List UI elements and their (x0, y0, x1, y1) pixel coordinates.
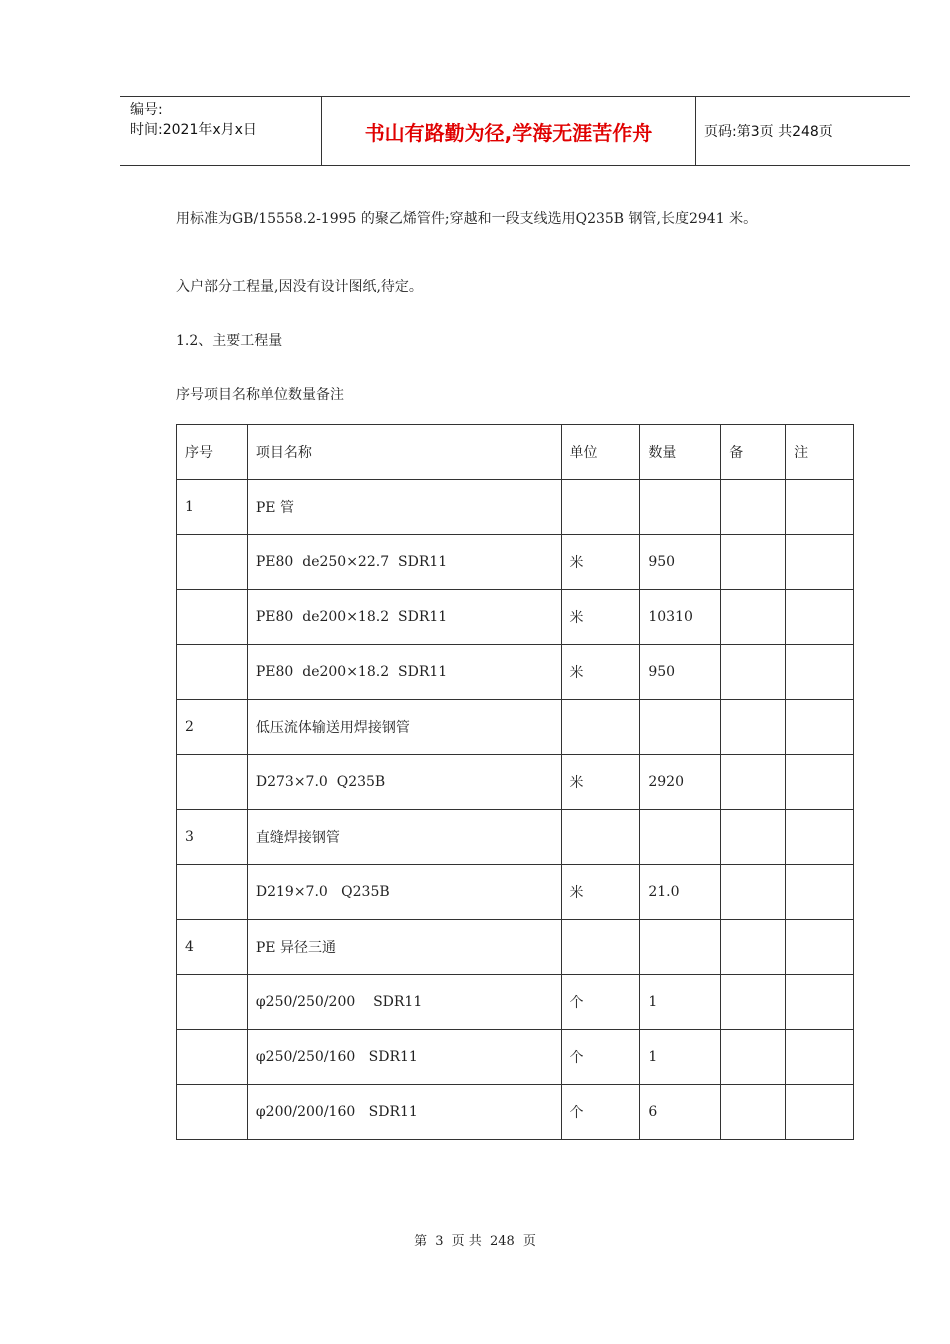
table-cell (177, 1085, 248, 1140)
table-cell: 21.0 (640, 865, 721, 920)
table-cell (561, 810, 640, 865)
table-cell (721, 480, 786, 535)
table-cell: 10310 (640, 590, 721, 645)
table-cell: 个 (561, 1085, 640, 1140)
table-cell: φ250/250/200 SDR11 (247, 975, 561, 1030)
table-cell (177, 975, 248, 1030)
footer-suffix: 页 (522, 1234, 536, 1249)
doc-time-label: 时间:2021年x月x日 (130, 122, 257, 138)
table-cell: 3 (177, 810, 248, 865)
table-cell (561, 700, 640, 755)
page-header (120, 96, 910, 166)
table-cell (177, 645, 248, 700)
table-cell: PE 异径三通 (247, 920, 561, 975)
table-cell: D219×7.0 Q235B (247, 865, 561, 920)
table-cell (721, 1085, 786, 1140)
table-cell (721, 535, 786, 590)
table-cell (721, 975, 786, 1030)
table-cell: φ200/200/160 SDR11 (247, 1085, 561, 1140)
table-cell (561, 920, 640, 975)
table-row (177, 1085, 854, 1140)
section-title: 1.2、主要工程量 (176, 333, 283, 349)
table-cell (721, 810, 786, 865)
table-cell (177, 755, 248, 810)
footer-total-pages: 248 (489, 1234, 515, 1249)
table-cell: 米 (561, 645, 640, 700)
table-cell (721, 590, 786, 645)
table-cell: 米 (561, 755, 640, 810)
table-cell (786, 700, 854, 755)
table-cell (177, 590, 248, 645)
table-cell (786, 1030, 854, 1085)
table-cell: 直缝焊接钢管 (247, 810, 561, 865)
doc-number-label: 编号: (130, 102, 163, 118)
table-cell (786, 920, 854, 975)
table-cell: PE80 de250×22.7 SDR11 (247, 535, 561, 590)
table-row (177, 480, 854, 535)
table-cell: 4 (177, 920, 248, 975)
table-cell (721, 755, 786, 810)
table-cell (721, 645, 786, 700)
header-page-number: 页码:第3页 共248页 (704, 124, 833, 140)
table-cell (786, 810, 854, 865)
table-cell (177, 865, 248, 920)
header-divider (695, 97, 696, 165)
table-cell (177, 1030, 248, 1085)
header-motto: 书山有路勤为径,学海无涯苦作舟 (364, 120, 653, 145)
table-cell (786, 755, 854, 810)
table-cell: D273×7.0 Q235B (247, 755, 561, 810)
table-cell (786, 645, 854, 700)
table-cell (640, 810, 721, 865)
table-header-row (177, 425, 854, 480)
table-header-cell: 单位 (561, 425, 640, 480)
table-cell (786, 535, 854, 590)
table-cell: 米 (561, 865, 640, 920)
table-cell (721, 920, 786, 975)
table-cell (640, 920, 721, 975)
table-cell (721, 865, 786, 920)
table-cell (721, 700, 786, 755)
table-cell (640, 480, 721, 535)
table-header-cell: 数量 (640, 425, 721, 480)
table-cell: 个 (561, 1030, 640, 1085)
table-cell: 950 (640, 645, 721, 700)
table-cell: 1 (640, 975, 721, 1030)
table-cell (786, 590, 854, 645)
table-cell: PE80 de200×18.2 SDR11 (247, 590, 561, 645)
table-cell (721, 1030, 786, 1085)
table-row (177, 975, 854, 1030)
header-meta (130, 100, 257, 140)
table-cell (561, 480, 640, 535)
table-row (177, 1030, 854, 1085)
table-header-cell: 序号 (177, 425, 248, 480)
table-header-cell: 备 (721, 425, 786, 480)
table-cell: φ250/250/160 SDR11 (247, 1030, 561, 1085)
table-row (177, 535, 854, 590)
quantity-table (176, 424, 854, 1140)
table-header-cell: 项目名称 (247, 425, 561, 480)
table-cell: 950 (640, 535, 721, 590)
table-cell: 米 (561, 590, 640, 645)
table-cell (786, 975, 854, 1030)
table-cell: 个 (561, 975, 640, 1030)
table-cell (786, 480, 854, 535)
table-caption: 序号项目名称单位数量备注 (176, 387, 344, 403)
table-cell: 2 (177, 700, 248, 755)
table-cell: 1 (640, 1030, 721, 1085)
table-cell (786, 1085, 854, 1140)
footer-current-page: 3 (435, 1234, 444, 1249)
table-cell: 6 (640, 1085, 721, 1140)
table-cell (177, 535, 248, 590)
table-cell: 米 (561, 535, 640, 590)
table-row (177, 700, 854, 755)
footer-prefix: 第 (414, 1234, 428, 1249)
table-cell: PE 管 (247, 480, 561, 535)
table-cell: 2920 (640, 755, 721, 810)
table-cell: 1 (177, 480, 248, 535)
table-row (177, 590, 854, 645)
table-cell: PE80 de200×18.2 SDR11 (247, 645, 561, 700)
table-cell (640, 700, 721, 755)
table-row (177, 755, 854, 810)
table-row (177, 865, 854, 920)
body-paragraph: 用标准为GB/15558.2-1995 的聚乙烯管件;穿越和一段支线选用Q235B 钢管,长度2941 米。 (176, 211, 758, 227)
table-row (177, 920, 854, 975)
body-paragraph: 入户部分工程量,因没有设计图纸,待定。 (176, 279, 423, 295)
table-row (177, 810, 854, 865)
table-row (177, 645, 854, 700)
page-footer (0, 1230, 950, 1249)
table-cell: 低压流体输送用焊接钢管 (247, 700, 561, 755)
footer-middle: 页 共 (451, 1234, 482, 1249)
table-header-cell: 注 (786, 425, 854, 480)
table-cell (786, 865, 854, 920)
